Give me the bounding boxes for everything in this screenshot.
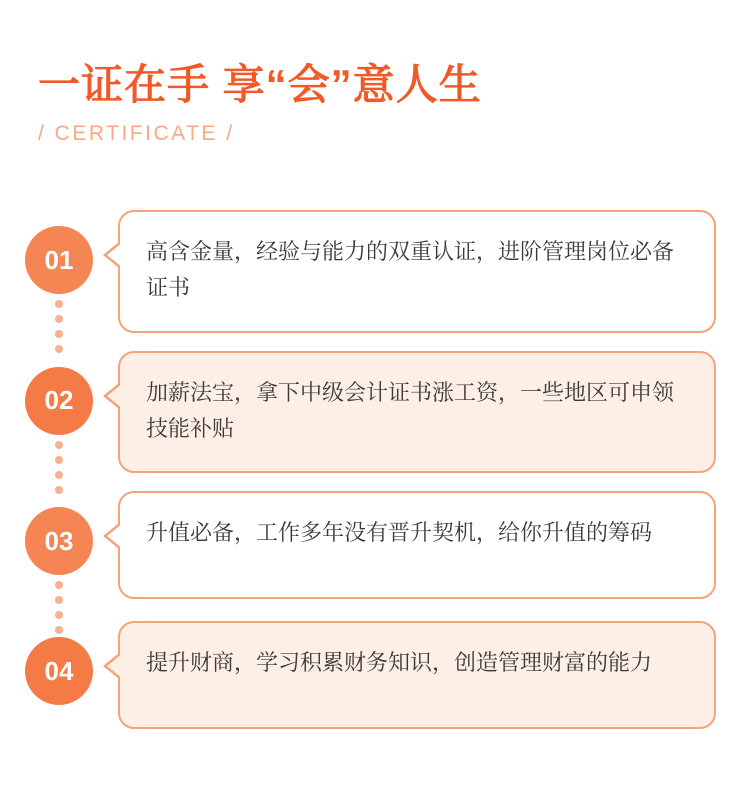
list-item xyxy=(0,491,750,603)
benefit-bubble xyxy=(118,351,716,474)
benefit-text: 高含金量，经验与能力的双重认证，进阶管理岗位必备证书 xyxy=(146,239,675,301)
step-number-badge: 01 xyxy=(25,226,93,294)
connector-dots-icon xyxy=(55,300,63,346)
step-number-badge: 03 xyxy=(25,507,93,575)
benefit-list xyxy=(0,210,750,751)
marker-column xyxy=(0,491,118,575)
connector-dots-icon xyxy=(55,581,63,627)
benefit-bubble xyxy=(118,621,716,729)
benefit-text: 加薪法宝，拿下中级会计证书涨工资，一些地区可申领技能补贴 xyxy=(146,379,675,441)
benefit-bubble xyxy=(118,491,716,599)
page-title: 一证在手 享“会”意人生 xyxy=(38,61,482,108)
benefit-text: 提升财商，学习积累财务知识，创造管理财富的能力 xyxy=(146,650,653,676)
page-header xyxy=(38,62,482,146)
list-item xyxy=(0,351,750,474)
list-item xyxy=(0,210,750,333)
benefit-bubble xyxy=(118,210,716,333)
page-subtitle: / CERTIFICATE / xyxy=(38,122,235,146)
step-number-badge: 02 xyxy=(25,367,93,435)
list-item xyxy=(0,621,750,733)
benefit-text: 升值必备，工作多年没有晋升契机，给你升值的筹码 xyxy=(146,520,653,546)
marker-column xyxy=(0,210,118,294)
marker-column xyxy=(0,351,118,435)
connector-dots-icon xyxy=(55,441,63,487)
step-number-badge: 04 xyxy=(25,637,93,705)
